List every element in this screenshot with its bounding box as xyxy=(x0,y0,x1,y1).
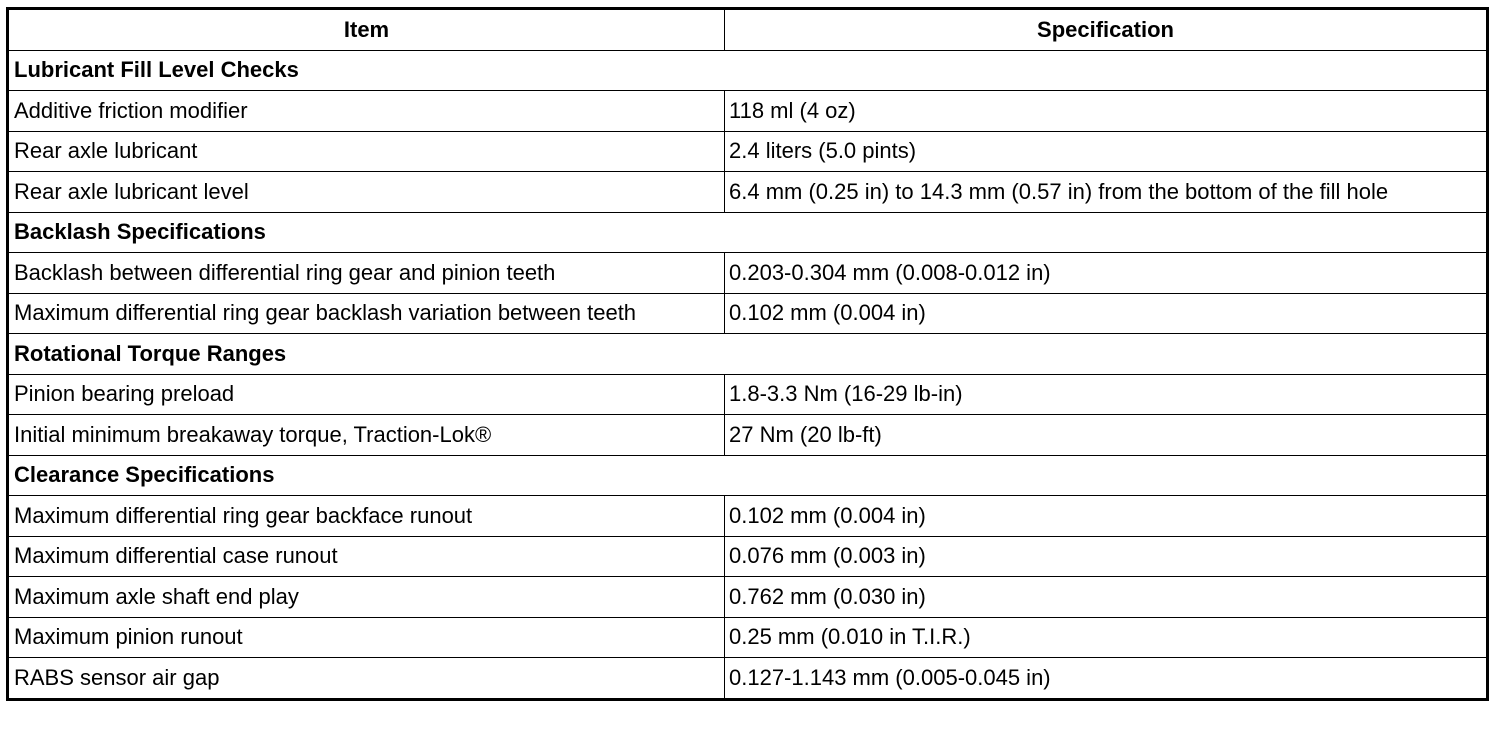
specification-cell: 0.25 mm (0.010 in T.I.R.) xyxy=(725,617,1488,658)
section-header-row xyxy=(8,50,1488,91)
specification-table xyxy=(6,7,1489,701)
specification-cell: 0.102 mm (0.004 in) xyxy=(725,496,1488,537)
section-header-row xyxy=(8,455,1488,496)
table-header xyxy=(8,9,1488,51)
header-row xyxy=(8,9,1488,51)
table-row xyxy=(8,536,1488,577)
table-row xyxy=(8,577,1488,618)
specification-cell: 6.4 mm (0.25 in) to 14.3 mm (0.57 in) from the bottom of the fill hole xyxy=(725,172,1488,213)
section-title: Clearance Specifications xyxy=(8,455,1488,496)
item-cell: Initial minimum breakaway torque, Traction-Lok® xyxy=(8,415,725,456)
item-cell: Maximum differential ring gear backlash variation between teeth xyxy=(8,293,725,334)
item-cell: Additive friction modifier xyxy=(8,91,725,132)
section-header-row xyxy=(8,212,1488,253)
column-header-specification: Specification xyxy=(725,9,1488,51)
table-row xyxy=(8,617,1488,658)
item-cell: Maximum pinion runout xyxy=(8,617,725,658)
specification-cell: 0.203-0.304 mm (0.008-0.012 in) xyxy=(725,253,1488,294)
table-row xyxy=(8,415,1488,456)
table-row xyxy=(8,253,1488,294)
specification-cell: 0.762 mm (0.030 in) xyxy=(725,577,1488,618)
item-cell: Rear axle lubricant xyxy=(8,131,725,172)
specification-cell: 0.076 mm (0.003 in) xyxy=(725,536,1488,577)
item-cell: Rear axle lubricant level xyxy=(8,172,725,213)
table-row xyxy=(8,496,1488,537)
item-cell: Pinion bearing preload xyxy=(8,374,725,415)
table-body xyxy=(8,50,1488,699)
table-row xyxy=(8,374,1488,415)
column-header-item: Item xyxy=(8,9,725,51)
item-cell: Maximum differential case runout xyxy=(8,536,725,577)
table-row xyxy=(8,91,1488,132)
item-cell: RABS sensor air gap xyxy=(8,658,725,700)
item-cell: Maximum differential ring gear backface runout xyxy=(8,496,725,537)
specification-cell: 2.4 liters (5.0 pints) xyxy=(725,131,1488,172)
table-row xyxy=(8,172,1488,213)
specification-cell: 118 ml (4 oz) xyxy=(725,91,1488,132)
specification-cell: 27 Nm (20 lb-ft) xyxy=(725,415,1488,456)
table-row xyxy=(8,658,1488,700)
item-cell: Maximum axle shaft end play xyxy=(8,577,725,618)
specification-cell: 0.102 mm (0.004 in) xyxy=(725,293,1488,334)
specification-cell: 1.8-3.3 Nm (16-29 lb-in) xyxy=(725,374,1488,415)
section-title: Backlash Specifications xyxy=(8,212,1488,253)
table-row xyxy=(8,131,1488,172)
item-cell: Backlash between differential ring gear and pinion teeth xyxy=(8,253,725,294)
table-row xyxy=(8,293,1488,334)
section-title: Lubricant Fill Level Checks xyxy=(8,50,1488,91)
specification-cell: 0.127-1.143 mm (0.005-0.045 in) xyxy=(725,658,1488,700)
section-title: Rotational Torque Ranges xyxy=(8,334,1488,375)
section-header-row xyxy=(8,334,1488,375)
